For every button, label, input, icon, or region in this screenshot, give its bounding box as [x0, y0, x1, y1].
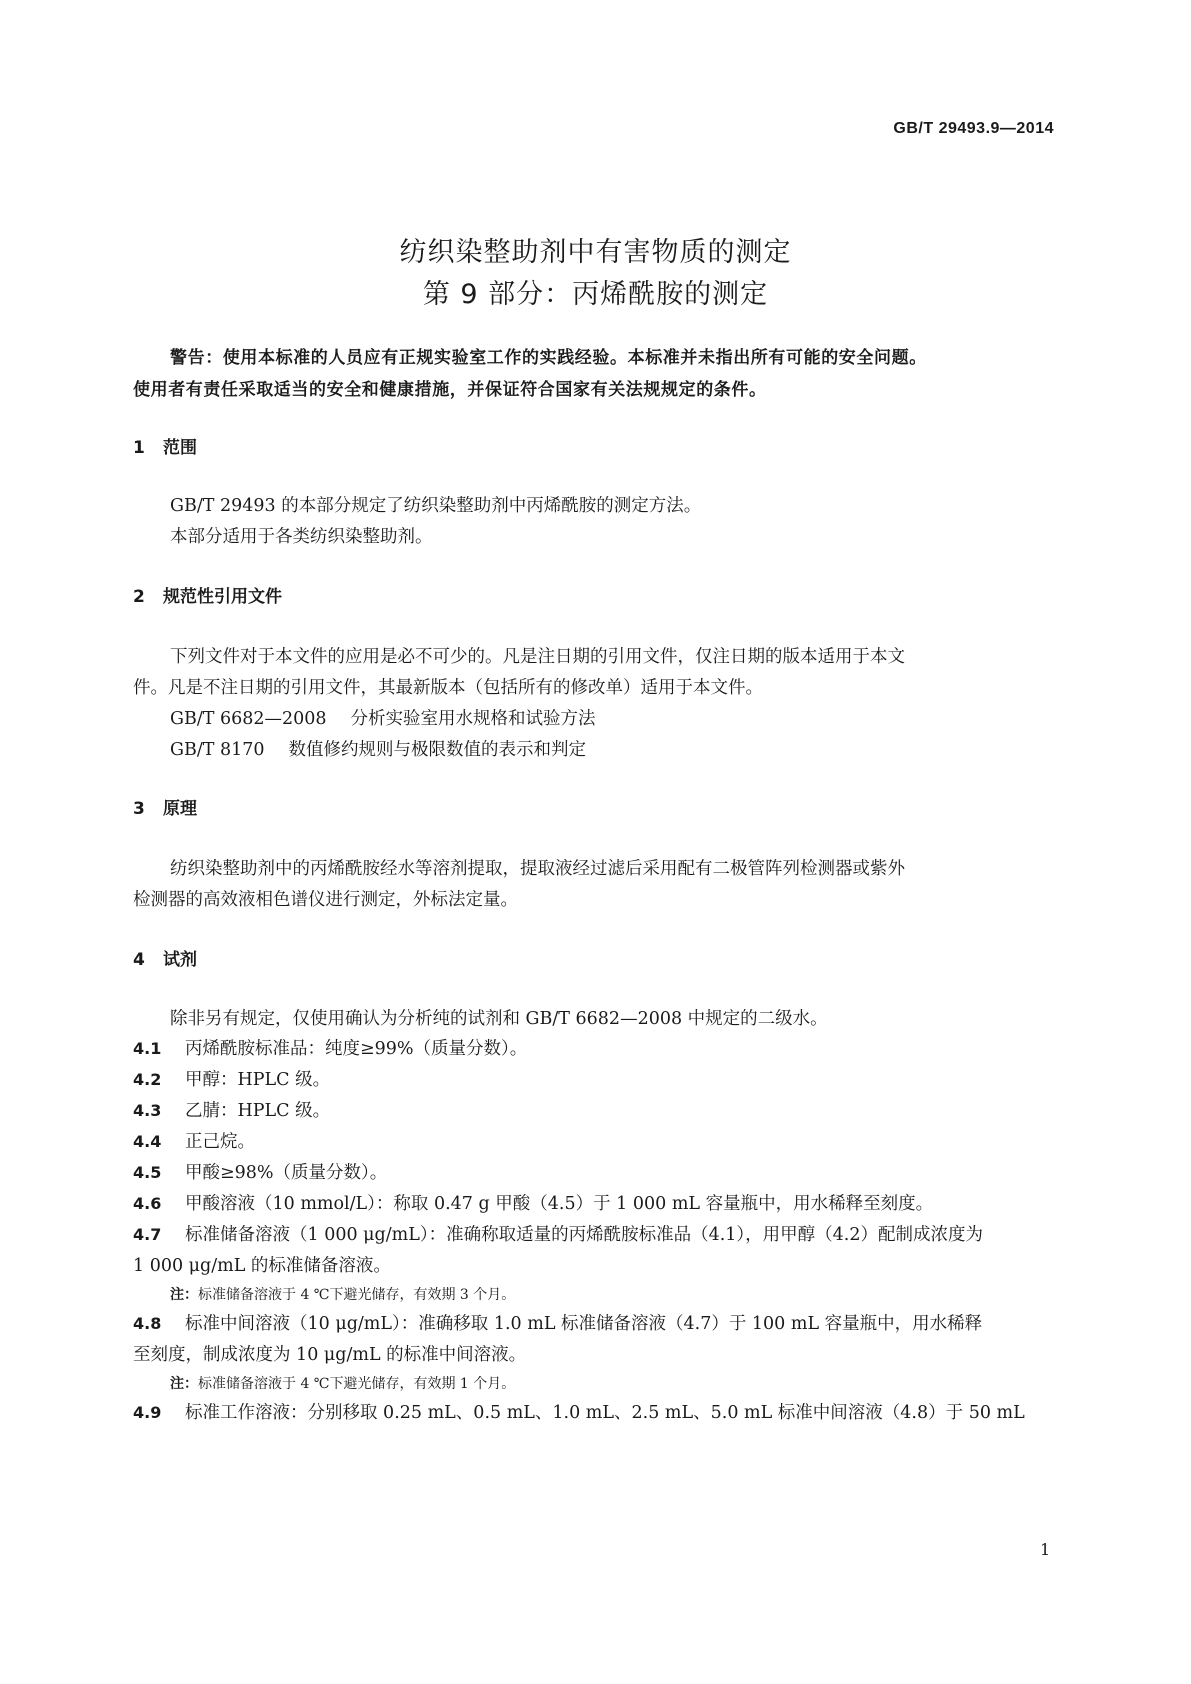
section-number: 1 — [133, 438, 145, 458]
item-text: 丙烯酰胺标准品：纯度≥99%（质量分数）。 — [185, 1039, 528, 1059]
note-text: 标准储备溶液于 4 ℃下避光储存，有效期 3 个月。 — [198, 1287, 516, 1303]
reagent-item-4-9 — [133, 1401, 1025, 1425]
reference-code: GB/T 8170 — [170, 740, 265, 760]
section-3-paragraph-line1: 纺织染整助剂中的丙烯酰胺经水等溶剂提取，提取液经过滤后采用配有二极管阵列检测器或紫外 — [170, 859, 905, 879]
note-label: 注： — [170, 1376, 198, 1392]
item-number: 4.8 — [133, 1314, 162, 1333]
reference-title: 分析实验室用水规格和试验方法 — [350, 709, 596, 729]
item-number: 4.1 — [133, 1039, 162, 1058]
item-text: 甲酸≥98%（质量分数）。 — [185, 1163, 388, 1183]
section-3-heading — [133, 797, 197, 821]
section-2-paragraph-line1: 下列文件对于本文件的应用是必不可少的。凡是注日期的引用文件，仅注日期的版本适用于本文 — [170, 647, 905, 667]
reagent-item-4-8 — [133, 1312, 982, 1336]
reference-title: 数值修约规则与极限数值的表示和判定 — [288, 740, 587, 760]
section-1-paragraph-2: 本部分适用于各类纺织染整助剂。 — [170, 527, 433, 547]
section-4-heading — [133, 948, 197, 972]
reagent-item-4-3 — [133, 1099, 330, 1123]
reagent-item-4-5 — [133, 1161, 387, 1185]
item-number: 4.7 — [133, 1225, 162, 1244]
section-2-paragraph-line2: 件。凡是不注日期的引用文件，其最新版本（包括所有的修改单）适用于本文件。 — [133, 678, 763, 698]
note — [170, 1374, 515, 1394]
document-title-line2: 第 9 部分：丙烯酰胺的测定 — [422, 279, 769, 310]
reagent-item-4-1 — [133, 1037, 527, 1061]
item-number: 4.6 — [133, 1194, 162, 1213]
section-title: 范围 — [163, 438, 197, 458]
reagent-item-4-7-continuation: 1 000 μg/mL 的标准储备溶液。 — [133, 1256, 391, 1276]
item-number: 4.5 — [133, 1163, 162, 1182]
item-text: 乙腈：HPLC 级。 — [185, 1101, 331, 1121]
standard-code: GB/T 29493.9—2014 — [893, 120, 1054, 137]
section-3-paragraph-line2: 检测器的高效液相色谱仪进行测定，外标法定量。 — [133, 890, 518, 910]
section-4-intro: 除非另有规定，仅使用确认为分析纯的试剂和 GB/T 6682—2008 中规定的二级水。 — [170, 1009, 828, 1029]
section-title: 原理 — [163, 799, 197, 819]
section-number: 4 — [133, 950, 145, 970]
note-label: 注： — [170, 1287, 198, 1303]
item-number: 4.4 — [133, 1132, 162, 1151]
item-number: 4.2 — [133, 1070, 162, 1089]
section-number: 2 — [133, 587, 145, 607]
reagent-item-4-4 — [133, 1130, 255, 1154]
reagent-item-4-8-continuation: 至刻度，制成浓度为 10 μg/mL 的标准中间溶液。 — [133, 1345, 527, 1365]
warning-line2: 使用者有责任采取适当的安全和健康措施，并保证符合国家有关法规规定的条件。 — [133, 380, 767, 400]
reagent-item-4-7 — [133, 1223, 983, 1247]
item-text: 甲醇：HPLC 级。 — [185, 1070, 331, 1090]
item-number: 4.3 — [133, 1101, 162, 1120]
reagent-item-4-6 — [133, 1192, 933, 1216]
section-1-heading — [133, 436, 197, 460]
warning-line1: 警告：使用本标准的人员应有正规实验室工作的实践经验。本标准并未指出所有可能的安全问题。 — [170, 348, 927, 368]
item-text: 标准工作溶液：分别移取 0.25 mL、0.5 mL、1.0 mL、2.5 mL、5.0 mL 标准中间溶液（4.8）于 50 mL — [185, 1403, 1025, 1423]
item-text: 甲酸溶液（10 mmol/L）：称取 0.47 g 甲酸（4.5）于 1 000 mL 容量瓶中，用水稀释至刻度。 — [185, 1194, 934, 1214]
section-number: 3 — [133, 799, 145, 819]
section-title: 试剂 — [163, 950, 197, 970]
section-1-paragraph-1: GB/T 29493 的本部分规定了纺织染整助剂中丙烯酰胺的测定方法。 — [170, 496, 702, 516]
page-number: 1 — [1040, 1540, 1051, 1559]
item-number: 4.9 — [133, 1403, 162, 1422]
note — [170, 1285, 515, 1305]
section-title: 规范性引用文件 — [163, 587, 282, 607]
reagent-item-4-2 — [133, 1068, 330, 1092]
item-text: 标准储备溶液（1 000 μg/mL）：准确称取适量的丙烯酰胺标准品（4.1），用甲醇（4.2）配制成浓度为 — [185, 1225, 984, 1245]
note-text: 标准储备溶液于 4 ℃下避光储存，有效期 1 个月。 — [198, 1376, 516, 1392]
reference-code: GB/T 6682—2008 — [170, 709, 327, 729]
normative-reference — [170, 707, 596, 731]
item-text: 标准中间溶液（10 μg/mL）：准确移取 1.0 mL 标准储备溶液（4.7）于 100 mL 容量瓶中，用水稀释 — [185, 1314, 983, 1334]
section-2-heading — [133, 585, 282, 609]
item-text: 正己烷。 — [185, 1132, 255, 1152]
normative-reference — [170, 738, 586, 762]
document-title-line1: 纺织染整助剂中有害物质的测定 — [399, 237, 792, 268]
